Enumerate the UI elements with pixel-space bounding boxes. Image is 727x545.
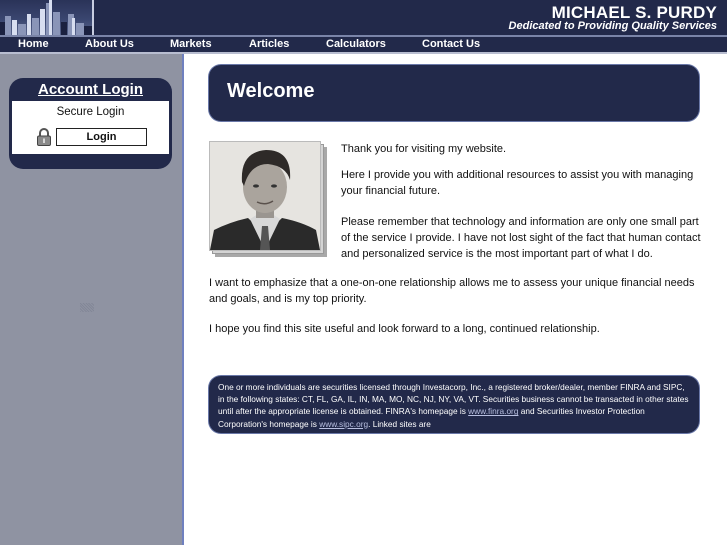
welcome-banner — [209, 65, 699, 121]
intro-paragraph-5: I hope you find this site useful and look forward to a long, continued relationship. — [209, 323, 600, 335]
nav-contact-us[interactable]: Contact Us — [422, 38, 481, 50]
disclaimer-text — [218, 381, 693, 430]
page-title: Welcome — [227, 80, 315, 102]
city-skyline-image — [0, 0, 92, 36]
login-inner-panel — [12, 101, 169, 154]
finra-link[interactable]: www.finra.org — [468, 406, 519, 417]
nav-articles[interactable]: Articles — [249, 38, 290, 50]
sidebar-border — [182, 54, 184, 545]
site-header — [0, 0, 727, 36]
site-tagline: Dedicated to Providing Quality Services — [508, 20, 717, 32]
nav-home[interactable]: Home — [18, 38, 49, 50]
sipc-link[interactable]: www.sipc.org — [319, 418, 369, 429]
nav-markets[interactable]: Markets — [170, 38, 212, 50]
nav-calculators[interactable]: Calculators — [326, 38, 386, 50]
secure-login-label: Secure Login — [56, 106, 125, 118]
securities-disclaimer — [209, 376, 699, 433]
intro-paragraph-3: Please remember that technology and information are only one small part of the service I provide. I have not lost sight of the fact that human contact and personalized service is the most important part of what I do. — [341, 216, 701, 260]
login-button[interactable]: Login — [56, 128, 147, 146]
disclaimer-text-part-2: and Securities Investor Protection Corporation's homepage is — [218, 406, 645, 429]
main-nav — [0, 37, 727, 52]
disclaimer-text-part-3: . Linked sites are — [368, 418, 431, 429]
sidebar-decoration — [80, 303, 94, 312]
intro-paragraph-4: I want to emphasize that a one-on-one relationship allows me to assess your unique financial needs and goals, and is my top priority. — [209, 277, 695, 305]
account-login-title[interactable]: Account Login — [38, 81, 143, 98]
disclaimer-text-part-1: One or more individuals are securities licensed through Investacorp, Inc., a registered broker/dealer, member FINRA and SIPC, in the following states: CT, FL, GA, IL, IN, MA, MO, NC, NJ, NY, VA, VT. Securities business cannot be transacted in other states until after the appropriate license is obtained. FINRA's homepage is — [218, 382, 689, 417]
site-owner-name: MICHAEL S. PURDY — [551, 3, 717, 22]
intro-paragraph-1: Thank you for visiting my website. — [341, 143, 507, 155]
header-divider — [92, 0, 94, 36]
portrait-photo-frame — [209, 141, 327, 257]
portrait-photo — [209, 141, 321, 251]
nav-about-us[interactable]: About Us — [85, 38, 134, 50]
intro-paragraph-2: Here I provide you with additional resources to assist you with managing your financial future. — [341, 169, 694, 197]
padlock-icon — [36, 128, 52, 146]
account-login-panel — [9, 78, 172, 169]
